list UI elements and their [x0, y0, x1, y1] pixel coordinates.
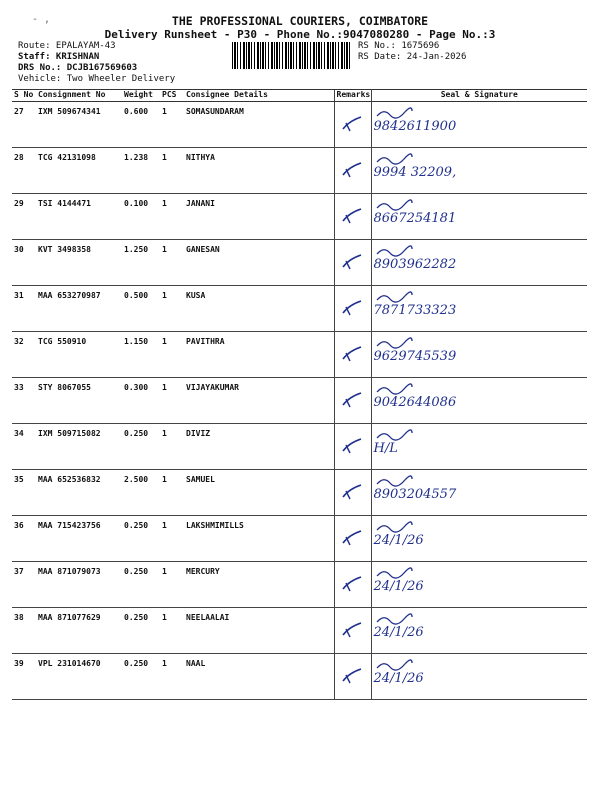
col-header-sno: S No	[12, 90, 36, 102]
row-consignee: NAAL	[184, 654, 334, 700]
row-sno: 27	[12, 102, 36, 148]
row-consignee: DIVIZ	[184, 424, 334, 470]
runsheet-subtitle: Delivery Runsheet - P30 - Phone No.:9047080280 - Page No.:3	[104, 28, 496, 41]
row-remarks	[334, 470, 371, 516]
signature-scribble-icon	[374, 613, 414, 625]
staff-info: Staff: KRISHNAN	[18, 52, 100, 62]
row-weight: 0.100	[122, 194, 160, 240]
row-consignment-no: IXM 509674341	[36, 102, 122, 148]
handwritten-note: 24/1/26	[373, 533, 424, 548]
tick-mark-icon	[337, 521, 367, 551]
row-consignment-no: KVT 3498358	[36, 240, 122, 286]
row-pcs: 1	[160, 148, 184, 194]
row-remarks	[334, 102, 371, 148]
barcode-image	[232, 42, 350, 69]
row-sno: 39	[12, 654, 36, 700]
signature-scribble-icon	[374, 475, 414, 487]
row-sno: 34	[12, 424, 36, 470]
signature-scribble-icon	[374, 521, 414, 533]
row-weight: 0.250	[122, 516, 160, 562]
tick-mark-icon	[337, 199, 367, 229]
handwritten-note: H/L	[373, 441, 398, 456]
row-signature	[371, 286, 587, 332]
tick-mark-icon	[337, 613, 367, 643]
table-row	[12, 654, 587, 700]
col-header-signature: Seal & Signature	[371, 90, 587, 102]
col-header-remarks: Remarks	[334, 90, 371, 102]
table-row	[12, 148, 587, 194]
table-row	[12, 608, 587, 654]
row-sno: 29	[12, 194, 36, 240]
row-sno: 37	[12, 562, 36, 608]
row-consignment-no: IXM 509715082	[36, 424, 122, 470]
rs-date: RS Date: 24-Jan-2026	[358, 52, 467, 62]
row-sno: 36	[12, 516, 36, 562]
row-signature	[371, 378, 587, 424]
tick-mark-icon	[337, 659, 367, 689]
signature-scribble-icon	[374, 567, 414, 579]
row-weight: 0.500	[122, 286, 160, 332]
row-remarks	[334, 424, 371, 470]
tick-mark-icon	[337, 383, 367, 413]
row-signature	[371, 654, 587, 700]
row-pcs: 1	[160, 102, 184, 148]
row-consignee: SOMASUNDARAM	[184, 102, 334, 148]
row-weight: 0.250	[122, 654, 160, 700]
signature-scribble-icon	[374, 429, 414, 441]
table-row	[12, 332, 587, 378]
row-pcs: 1	[160, 608, 184, 654]
row-consignment-no: TCG 42131098	[36, 148, 122, 194]
handwritten-note: 9994 32209,	[373, 165, 457, 180]
row-sno: 28	[12, 148, 36, 194]
row-weight: 0.300	[122, 378, 160, 424]
table-row	[12, 516, 587, 562]
row-consignee: PAVITHRA	[184, 332, 334, 378]
col-header-consignee: Consignee Details	[184, 90, 334, 102]
row-remarks	[334, 148, 371, 194]
signature-scribble-icon	[374, 383, 414, 395]
row-sno: 30	[12, 240, 36, 286]
table-row	[12, 102, 587, 148]
handwritten-note: 7871733323	[373, 303, 457, 318]
row-signature	[371, 148, 587, 194]
handwritten-note: 9629745539	[373, 349, 457, 364]
row-remarks	[334, 286, 371, 332]
col-header-weight: Weight	[122, 90, 160, 102]
signature-scribble-icon	[374, 199, 414, 211]
drs-info: DRS No.: DCJB167569603	[18, 63, 138, 73]
table-row	[12, 378, 587, 424]
row-remarks	[334, 654, 371, 700]
row-consignment-no: STY 8067055	[36, 378, 122, 424]
row-signature	[371, 608, 587, 654]
row-consignment-no: TSI 4144471	[36, 194, 122, 240]
row-weight: 0.600	[122, 102, 160, 148]
row-sno: 38	[12, 608, 36, 654]
row-signature	[371, 516, 587, 562]
row-consignment-no: VPL 231014670	[36, 654, 122, 700]
row-consignment-no: TCG 550910	[36, 332, 122, 378]
row-remarks	[334, 608, 371, 654]
row-consignment-no: MAA 715423756	[36, 516, 122, 562]
row-signature	[371, 424, 587, 470]
table-row	[12, 424, 587, 470]
row-sno: 32	[12, 332, 36, 378]
tick-mark-icon	[337, 567, 367, 597]
row-consignee: JANANI	[184, 194, 334, 240]
tick-mark-icon	[337, 153, 367, 183]
runsheet-table	[12, 89, 587, 700]
signature-scribble-icon	[374, 291, 414, 303]
handwritten-note: 8903204557	[373, 487, 457, 502]
row-pcs: 1	[160, 424, 184, 470]
row-consignee: MERCURY	[184, 562, 334, 608]
table-row	[12, 562, 587, 608]
row-signature	[371, 240, 587, 286]
row-remarks	[334, 378, 371, 424]
tick-mark-icon	[337, 475, 367, 505]
row-signature	[371, 470, 587, 516]
handwritten-note: 24/1/26	[373, 579, 424, 594]
table-row	[12, 286, 587, 332]
row-weight: 1.250	[122, 240, 160, 286]
row-consignment-no: MAA 652536832	[36, 470, 122, 516]
row-consignee: NEELAALAI	[184, 608, 334, 654]
tick-mark-icon	[337, 245, 367, 275]
row-pcs: 1	[160, 562, 184, 608]
col-header-pcs: PCS	[160, 90, 184, 102]
row-remarks	[334, 332, 371, 378]
row-pcs: 1	[160, 378, 184, 424]
row-sno: 33	[12, 378, 36, 424]
handwritten-note: 9842611900	[373, 119, 457, 134]
tick-mark-icon	[337, 337, 367, 367]
signature-scribble-icon	[374, 337, 414, 349]
handwritten-note: 24/1/26	[373, 625, 424, 640]
row-remarks	[334, 562, 371, 608]
tick-mark-icon	[337, 107, 367, 137]
row-consignment-no: MAA 653270987	[36, 286, 122, 332]
row-remarks	[334, 516, 371, 562]
col-header-consignment: Consignment No	[36, 90, 122, 102]
rs-number: RS No.: 1675696	[358, 41, 440, 51]
row-pcs: 1	[160, 194, 184, 240]
row-signature	[371, 194, 587, 240]
table-row	[12, 240, 587, 286]
row-signature	[371, 332, 587, 378]
row-signature	[371, 102, 587, 148]
row-sno: 35	[12, 470, 36, 516]
row-pcs: 1	[160, 516, 184, 562]
row-consignment-no: MAA 871077629	[36, 608, 122, 654]
row-weight: 0.250	[122, 562, 160, 608]
signature-scribble-icon	[374, 245, 414, 257]
handwritten-note: 9042644086	[373, 395, 457, 410]
row-consignee: VIJAYAKUMAR	[184, 378, 334, 424]
row-pcs: 1	[160, 240, 184, 286]
row-consignee: LAKSHMIMILLS	[184, 516, 334, 562]
row-consignee: KUSA	[184, 286, 334, 332]
table-row	[12, 470, 587, 516]
row-signature	[371, 562, 587, 608]
row-weight: 0.250	[122, 424, 160, 470]
tick-mark-icon	[337, 291, 367, 321]
row-pcs: 1	[160, 286, 184, 332]
row-weight: 1.150	[122, 332, 160, 378]
row-remarks	[334, 240, 371, 286]
row-weight: 0.250	[122, 608, 160, 654]
table-header-row	[12, 90, 587, 102]
row-pcs: 1	[160, 470, 184, 516]
scan-mark: - ,	[32, 14, 51, 25]
handwritten-note: 24/1/26	[373, 671, 424, 686]
row-consignee: SAMUEL	[184, 470, 334, 516]
row-weight: 2.500	[122, 470, 160, 516]
signature-scribble-icon	[374, 153, 414, 165]
signature-scribble-icon	[374, 659, 414, 671]
company-title: THE PROFESSIONAL COURIERS, COIMBATORE	[171, 14, 429, 28]
row-consignee: GANESAN	[184, 240, 334, 286]
tick-mark-icon	[337, 429, 367, 459]
row-consignee: NITHYA	[184, 148, 334, 194]
handwritten-note: 8903962282	[373, 257, 457, 272]
row-weight: 1.238	[122, 148, 160, 194]
row-sno: 31	[12, 286, 36, 332]
route-info: Route: EPALAYAM-43	[18, 41, 116, 51]
signature-scribble-icon	[374, 107, 414, 119]
row-pcs: 1	[160, 332, 184, 378]
table-row	[12, 194, 587, 240]
row-pcs: 1	[160, 654, 184, 700]
row-consignment-no: MAA 871079073	[36, 562, 122, 608]
handwritten-note: 8667254181	[373, 211, 457, 226]
vehicle-info: Vehicle: Two Wheeler Delivery	[18, 74, 176, 84]
row-remarks	[334, 194, 371, 240]
